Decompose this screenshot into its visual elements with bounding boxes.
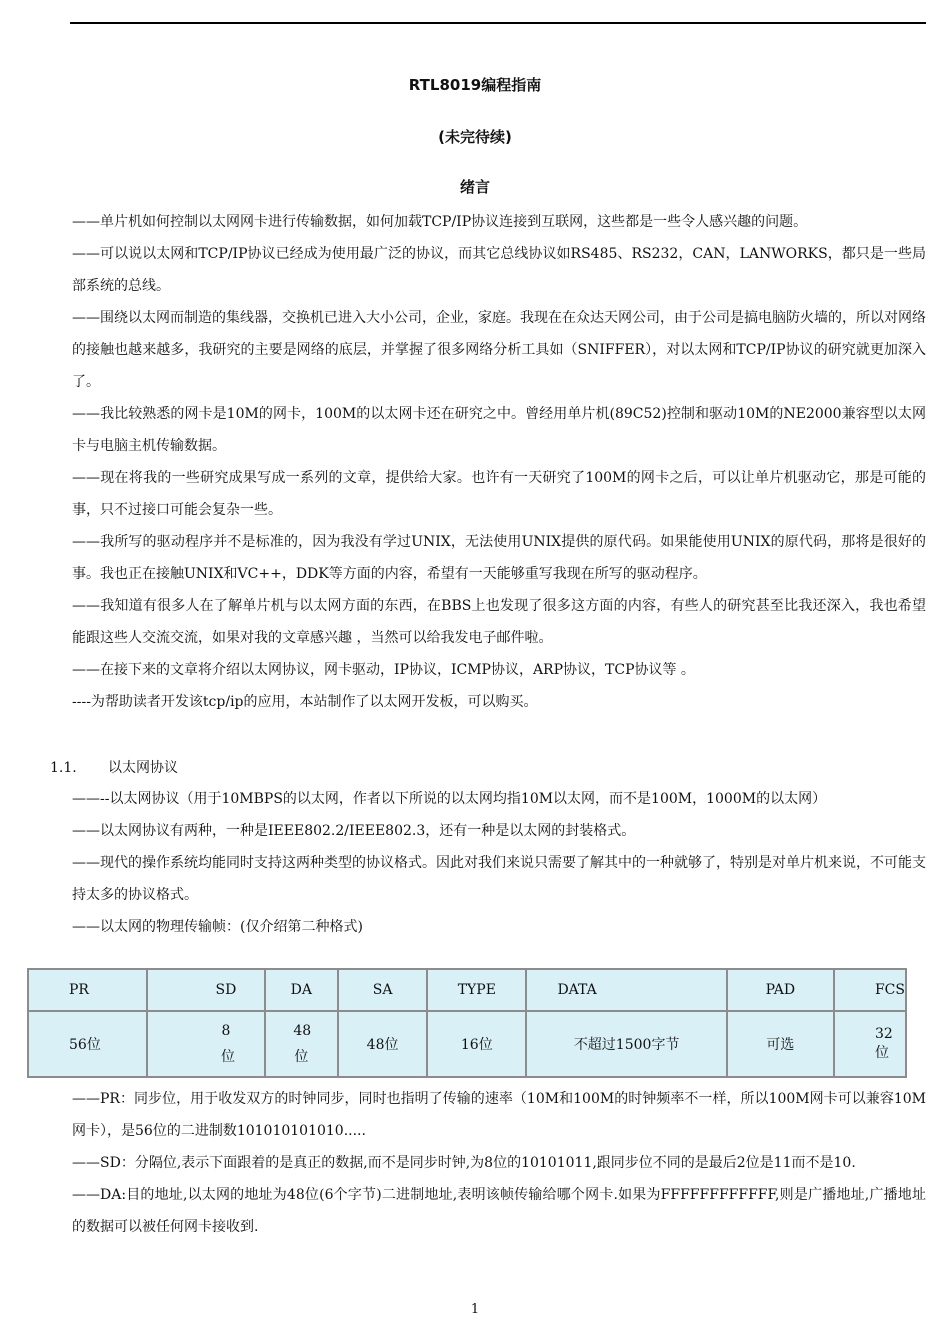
- table-cell: [265, 1011, 338, 1077]
- preface-paragraph: ----为帮助读者开发该tcp/ip的应用，本站制作了以太网开发板，可以购买。: [72, 694, 538, 710]
- doc-subtitle: (未完待续): [438, 128, 512, 146]
- preface-paragraph: ——现在将我的一些研究成果写成一系列的文章，提供给大家。也许有一天研究了100M的网卡之后，可以让单片机驱动它，那是可能的事，只不过接口可能会复杂一些。: [72, 470, 926, 518]
- table-cell: 56位: [28, 1011, 147, 1077]
- table-cell-text: 48位: [293, 1023, 312, 1065]
- preface-body: [72, 206, 926, 718]
- table-header-cell: PR: [28, 969, 147, 1011]
- preface-paragraph: ——围绕以太网而制造的集线器，交换机已进入大小公司，企业，家庭。我现在在众达天网公司，由于公司是搞电脑防火墙的，所以对网络的接触也越来越多，我研究的主要是网络的底层，并掌握了很多网络分析工具如（SNIFFER），对以太网和TCP/IP协议的研究就更加深入了。: [72, 310, 926, 390]
- section-heading: [50, 752, 178, 784]
- table-data-row: [28, 1011, 906, 1077]
- preface-paragraph: ——我比较熟悉的网卡是10M的网卡，100M的以太网卡还在研究之中。曾经用单片机(89C52)控制和驱动10M的NE2000兼容型以太网卡与电脑主机传输数据。: [72, 406, 926, 454]
- field-paragraph: ——PR：同步位，用于收发双方的时钟同步，同时也指明了传输的速率（10M和100M的时钟频率不一样，所以100M网卡可以兼容10M网卡），是56位的二进制数101010101010.....: [72, 1091, 926, 1139]
- section-number: 1.1.: [50, 760, 77, 776]
- field-description-body: [72, 1083, 926, 1243]
- table-header-cell: TYPE: [427, 969, 526, 1011]
- table-header-cell: SD: [147, 969, 264, 1011]
- header-rule: [70, 22, 926, 24]
- ethernet-frame-table: [27, 968, 907, 1078]
- table-header-cell: SA: [338, 969, 427, 1011]
- section-paragraph: ——现代的操作系统均能同时支持这两种类型的协议格式。因此对我们来说只需要了解其中的一种就够了，特别是对单片机来说，不可能支持太多的协议格式。: [72, 855, 926, 903]
- doc-title: RTL8019编程指南: [408, 76, 542, 94]
- page-number: 1: [470, 1302, 480, 1317]
- table-cell: 16位: [427, 1011, 526, 1077]
- table-header-cell: DA: [265, 969, 338, 1011]
- table-cell: 可选: [727, 1011, 834, 1077]
- table-cell: [147, 1011, 264, 1077]
- section-paragraph: ——--以太网协议（用于10MBPS的以太网，作者以下所说的以太网均指10M以太网，而不是100M，1000M的以太网）: [72, 791, 827, 807]
- preface-paragraph: ——单片机如何控制以太网网卡进行传输数据，如何加载TCP/IP协议连接到互联网，这些都是一些令人感兴趣的问题。: [72, 214, 808, 230]
- table-cell-text: 8位: [220, 1023, 235, 1065]
- section-body: [72, 783, 926, 943]
- preface-paragraph: ——在接下来的文章将介绍以太网协议，网卡驱动，IP协议，ICMP协议，ARP协议，TCP协议等 。: [72, 662, 695, 678]
- table-header-cell: FCS: [834, 969, 906, 1011]
- preface-paragraph: ——我知道有很多人在了解单片机与以太网方面的东西，在BBS上也发现了很多这方面的内容，有些人的研究甚至比我还深入，我也希望能跟这些人交流交流，如果对我的文章感兴趣 ，当然可以给我发电子邮件啦。: [72, 598, 926, 646]
- table-header-row: [28, 969, 906, 1011]
- field-paragraph: ——SD：分隔位,表示下面跟着的是真正的数据,而不是同步时钟,为8位的10101011,跟同步位不同的是最后2位是11而不是10.: [72, 1155, 856, 1171]
- preface-heading: 绪言: [459, 178, 490, 196]
- field-paragraph: ——DA:目的地址,以太网的地址为48位(6个字节)二进制地址,表明该帧传输给哪个网卡.如果为FFFFFFFFFFFF,则是广播地址,广播地址的数据可以被任何网卡接收到.: [72, 1187, 926, 1235]
- table-header-cell: DATA: [526, 969, 726, 1011]
- table-header-cell: PAD: [727, 969, 834, 1011]
- section-paragraph: ——以太网的物理传输帧：(仅介绍第二种格式): [72, 919, 363, 935]
- table-cell: 不超过1500字节: [526, 1011, 726, 1077]
- table-cell: 48位: [338, 1011, 427, 1077]
- table-cell: 32位: [834, 1011, 906, 1077]
- preface-paragraph: ——可以说以太网和TCP/IP协议已经成为使用最广泛的协议，而其它总线协议如RS485、RS232，CAN，LANWORKS，都只是一些局部系统的总线。: [72, 246, 926, 294]
- section-title: 以太网协议: [108, 760, 178, 776]
- preface-paragraph: ——我所写的驱动程序并不是标准的，因为我没有学过UNIX，无法使用UNIX提供的原代码。如果能使用UNIX的原代码，那将是很好的事。我也正在接触UNIX和VC++，DDK等方面的内容，希望有一天能够重写我现在所写的驱动程序。: [72, 534, 926, 582]
- section-paragraph: ——以太网协议有两种，一种是IEEE802.2/IEEE802.3，还有一种是以太网的封装格式。: [72, 823, 636, 839]
